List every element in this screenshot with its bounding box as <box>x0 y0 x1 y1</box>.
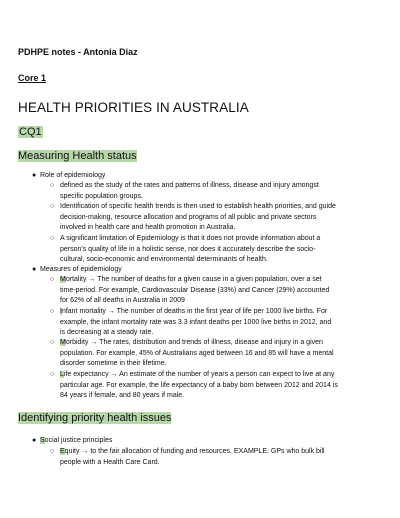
bullet-circle: ○ <box>50 182 55 189</box>
sub-item-life-expectancy: Life expectancy → An estimate of the number of years a person can expect to live at any particular age. For example, the life expectancy of a baby born between 2012 and 2014 is 84 years if female, and 80 years if male. <box>60 371 338 400</box>
bullet-circle: ○ <box>50 203 55 210</box>
sub-item-infant-mortality: Infant mortality → The number of deaths in the first year of life per 1000 live births. For example, the infant mortality rate was 3.3 infant deaths per 1000 live births in 2012, and is decreasing at a steady rate. <box>60 308 332 337</box>
bullet-circle: ○ <box>50 276 55 283</box>
section-heading-priority-health-issues: Identifying priority health issues <box>18 412 172 424</box>
sub-item-equity: Equity → to the fair allocation of funding and resources. EXAMPLE: GPs who bulk bill people with a Health Care Card. <box>60 448 325 466</box>
bullet-circle: ○ <box>50 235 55 242</box>
bullet-dot: ● <box>32 266 37 273</box>
document-title: PDHPE notes - Antonia Diaz <box>18 47 138 57</box>
sub-item-mortality: Mortality → The number of deaths for a given cause in a given population, over a set time-period. For example, Cardiovascular Disease (33%) and Cancer (29%) accounted for 62% of all deaths in Australia in 2009 <box>60 276 330 305</box>
list-item-measures-of-epidemiology: Measures of epidemiology <box>40 266 122 273</box>
sub-item-limitation: A significant limitation of Epidemiology is that it does not provide information about a person's quality of life in a holistic sense, nor does it accurately describe the socio-cultural, socio-economic and environmental determinants of health. <box>60 235 321 264</box>
bullet-circle: ○ <box>50 371 55 378</box>
sub-item-definition: defined as the study of the rates and patterns of illness, disease and injury amongst specific population groups. <box>60 182 319 200</box>
sub-item-morbidity: Morbidity → The rates, distribution and trends of illness, disease and injury in a given population. For example, 45% of Australians aged between 16 and 85 will have a mental disorder sometime in their lifetime. <box>60 339 334 368</box>
bullet-circle: ○ <box>50 339 55 346</box>
cq1-heading: CQ1 <box>19 126 42 138</box>
sub-item-identification: Identification of specific health trends is then used to establish health priorities, and guide decision-making, resource allocation and programs of all public and private sectors involved in health care and health promotion in Australia. <box>60 203 336 232</box>
list-item-role-of-epidemiology: Role of epidemiology <box>40 172 106 179</box>
main-heading: HEALTH PRIORITIES IN AUSTRALIA <box>18 100 249 115</box>
list-item-social-justice: Social justice principles <box>40 437 113 444</box>
core-heading: Core 1 <box>18 73 47 83</box>
section-heading-measuring-health: Measuring Health status <box>18 150 137 162</box>
bullet-dot: ● <box>32 437 37 444</box>
bullet-dot: ● <box>32 172 37 179</box>
bullet-circle: ○ <box>50 448 55 455</box>
bullet-circle: ○ <box>50 308 55 315</box>
